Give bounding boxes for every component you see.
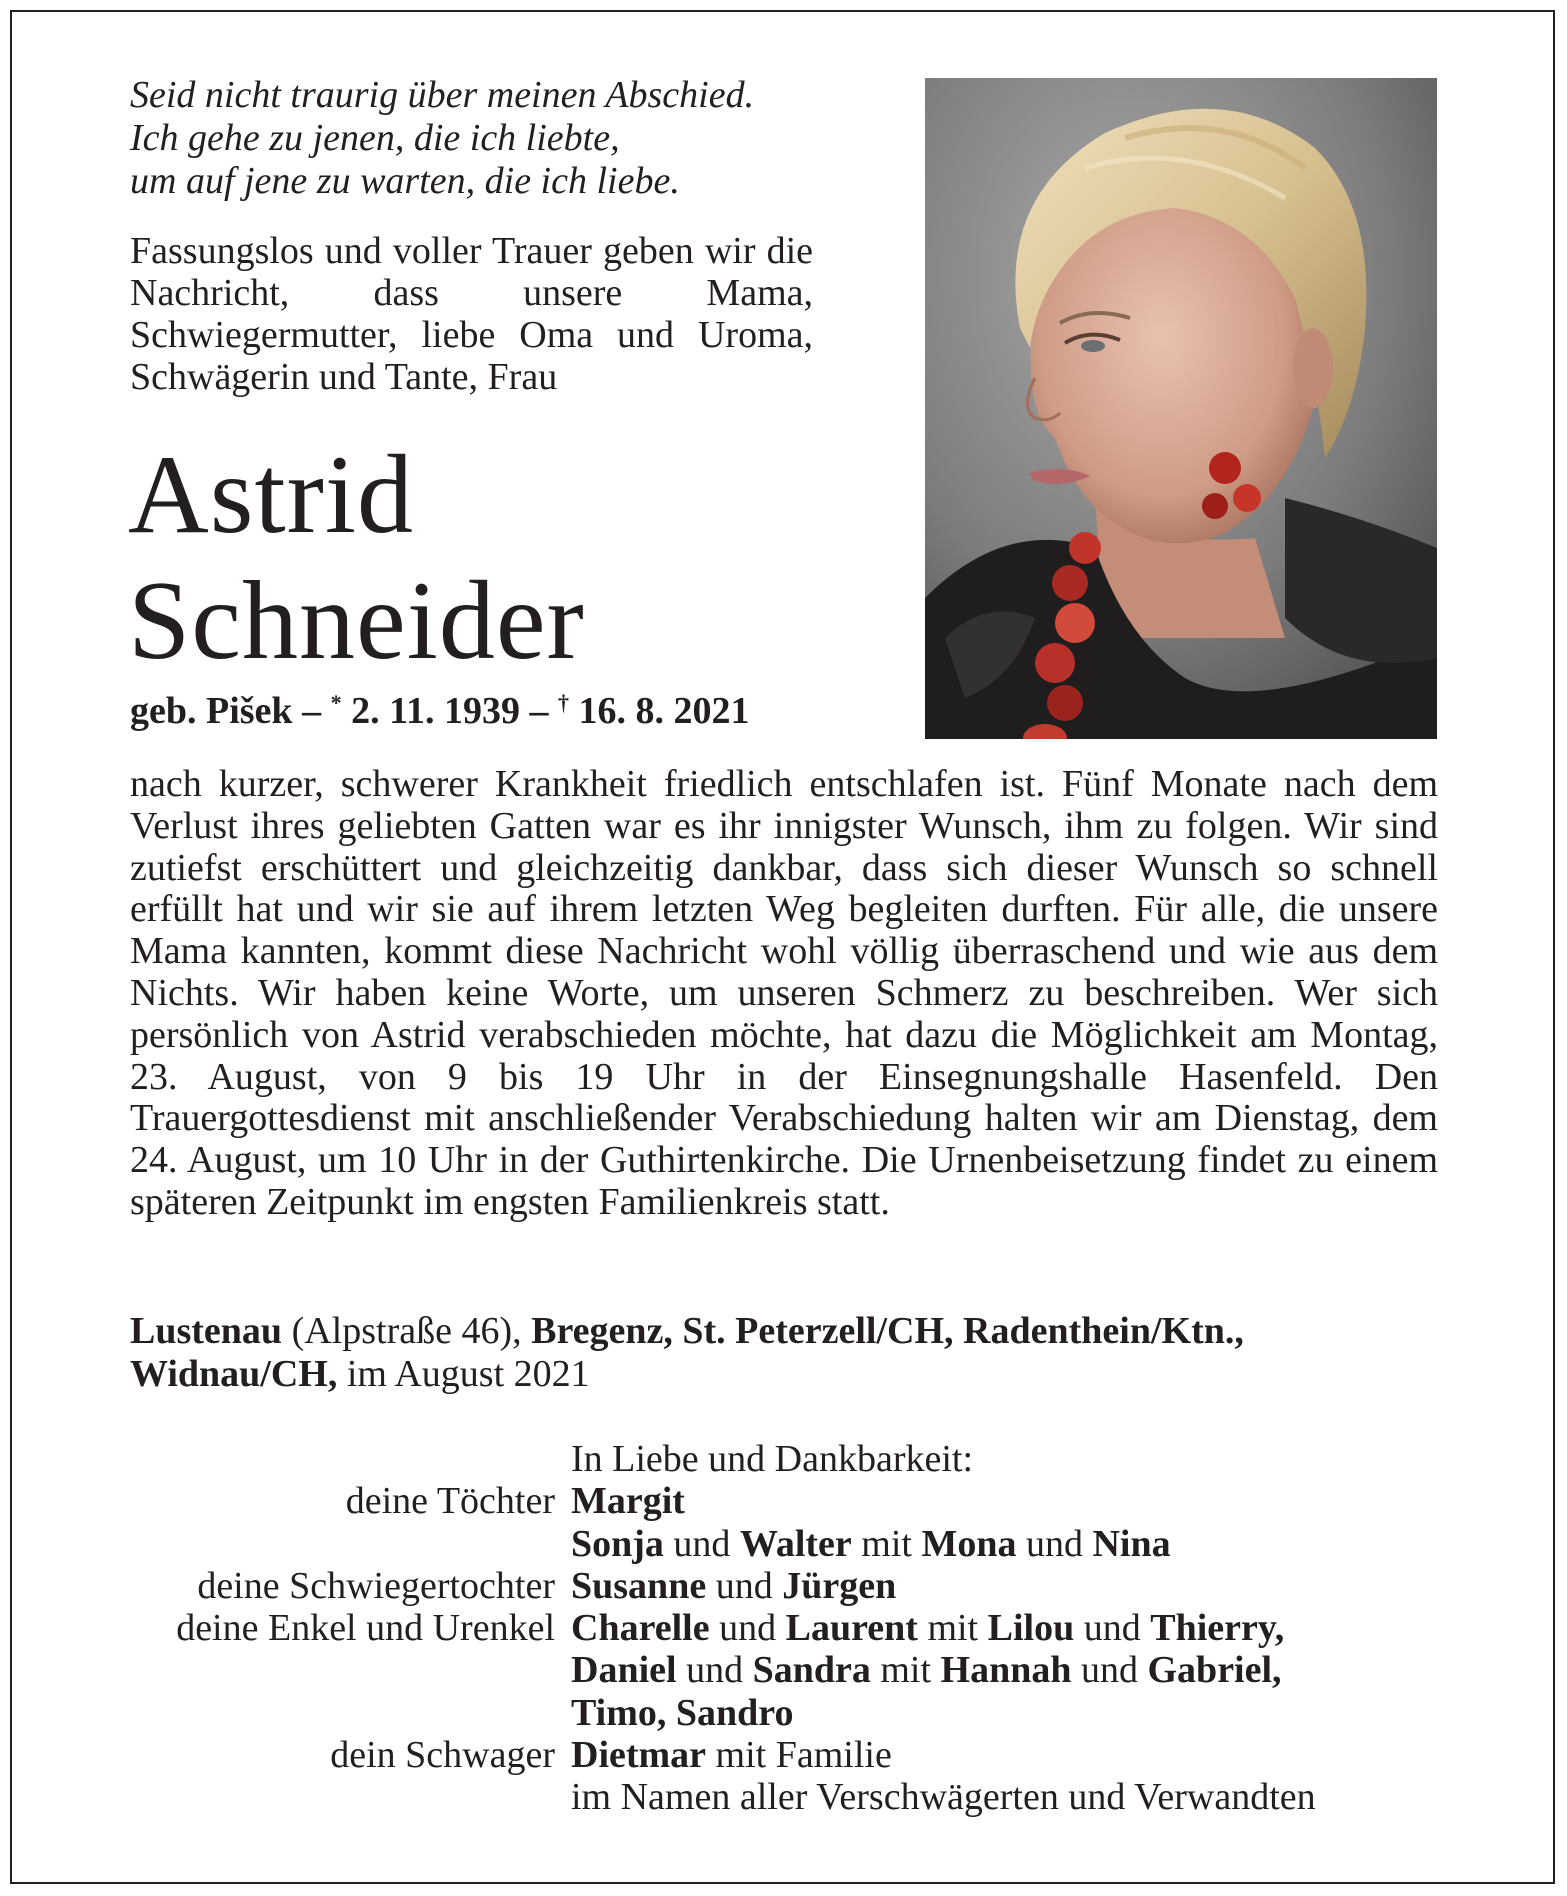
family-label: deine Schwiegertochter (197, 1564, 555, 1607)
death-symbol: † (557, 690, 569, 715)
family-name: Mona (921, 1522, 1017, 1565)
family-name: Laurent (785, 1607, 918, 1650)
family-name: Jürgen (782, 1564, 897, 1607)
list-item (130, 1776, 1440, 1818)
family-name: Lilou (987, 1607, 1075, 1650)
family-name: Walter (739, 1522, 852, 1565)
family-name: Thierry, (1150, 1607, 1285, 1650)
list-item: dein Schwager Dietmar mit Familie (130, 1734, 1440, 1776)
family-label: dein Schwager (330, 1734, 555, 1777)
deceased-name (128, 432, 585, 684)
family-name: Dietmar (571, 1734, 707, 1777)
last-name: Schneider (128, 559, 585, 683)
family-name: Margit (571, 1480, 685, 1523)
list-item: deine Schwiegertochter Susanne und Jürgen (130, 1565, 1440, 1607)
intro-text: Fassungslos und voller Trauer geben wir die Nachricht, dass unsere Mama, Schwiegermutter, liebe Oma und Uroma, Schwägerin und Tante, Frau (130, 230, 813, 398)
family-name: Sonja (571, 1522, 664, 1565)
poem-line: Ich gehe zu jenen, die ich liebte, (130, 117, 620, 159)
poem-line: um auf jene zu warten, die ich liebe. (130, 160, 680, 202)
family-name: Nina (1092, 1522, 1171, 1565)
family-label: deine Enkel und Urenkel (176, 1607, 555, 1650)
place-address: (Alpstraße 46), (282, 1310, 532, 1352)
place-date: im August 2021 (337, 1353, 590, 1395)
family-name: Daniel (571, 1649, 677, 1692)
place-widnau: Widnau/CH, (130, 1353, 338, 1395)
family-heading: In Liebe und Dankbarkeit: (571, 1438, 974, 1480)
family-label: deine Töchter (345, 1480, 555, 1523)
family-name: Charelle (571, 1607, 710, 1650)
list-item (130, 1692, 1440, 1734)
separator: – (519, 690, 558, 732)
poem-line: Seid nicht traurig über meinen Abschied. (130, 74, 755, 116)
family-list (130, 1438, 1440, 1819)
place-list: Bregenz, St. Peterzell/CH, Radenthein/Ktn., (531, 1310, 1244, 1352)
list-item: Sonja und Walter mit Mona und Nina (571, 1522, 1171, 1565)
family-name: Timo, Sandro (571, 1691, 794, 1734)
born-name: geb. Pišek (130, 690, 293, 732)
birth-symbol: * (330, 690, 342, 715)
list-item: deine Enkel und Urenkel Charelle und Laurent mit Lilou und Thierry, (130, 1607, 1440, 1649)
family-name: Susanne (571, 1564, 707, 1607)
separator: – (292, 690, 331, 732)
family-name: Gabriel, (1147, 1649, 1282, 1692)
list-item (130, 1438, 1440, 1480)
family-name: Hannah (940, 1649, 1072, 1692)
portrait-photo-icon (925, 78, 1437, 739)
announcement-text: nach kurzer, schwerer Krankheit friedlich entschlafen ist. Fünf Monate nach dem Verlust ihres geliebten Gatten war es ihr innigster Wunsch, ihm zu folgen. Wir sind zutiefst erschüttert und gleichzeitig dankbar, dass sich dieser Wunsch so schnell erfüllt hat und wir sie auf ihrem letzten Weg begleiten durften. Für alle, die unsere Mama kannten, kommt diese Nachricht wohl völlig überraschend und wie aus dem Nichts. Wir haben keine Worte, um unseren Schmerz zu beschreiben. Wer sich persönlich von Astrid verabschieden möchte, hat dazu die Möglichkeit am Montag, 23. August, von 9 bis 19 Uhr in der Einsegnungshalle Hasenfeld. Den Trauergottesdienst mit anschließender Verabschiedung halten wir am Dienstag, dem 24. August, um 10 Uhr in der Guthirtenkirche. Die Urnenbeisetzung findet zu einem späteren Zeitpunkt im engsten Familienkreis statt. (130, 763, 1438, 1223)
poem (130, 74, 830, 203)
place-lustenau: Lustenau (130, 1310, 283, 1352)
family-name: Sandra (752, 1649, 871, 1692)
list-item (130, 1480, 1440, 1522)
death-date: 16. 8. 2021 (568, 690, 750, 732)
family-closing: im Namen aller Verschwägerten und Verwandten (571, 1776, 1316, 1819)
places-line (130, 1310, 1438, 1396)
birth-date: 2. 11. 1939 (341, 690, 520, 732)
first-name: Astrid (128, 433, 414, 557)
life-dates (130, 681, 749, 733)
list-item: Daniel und Sandra mit Hannah und Gabriel, (571, 1649, 1282, 1692)
